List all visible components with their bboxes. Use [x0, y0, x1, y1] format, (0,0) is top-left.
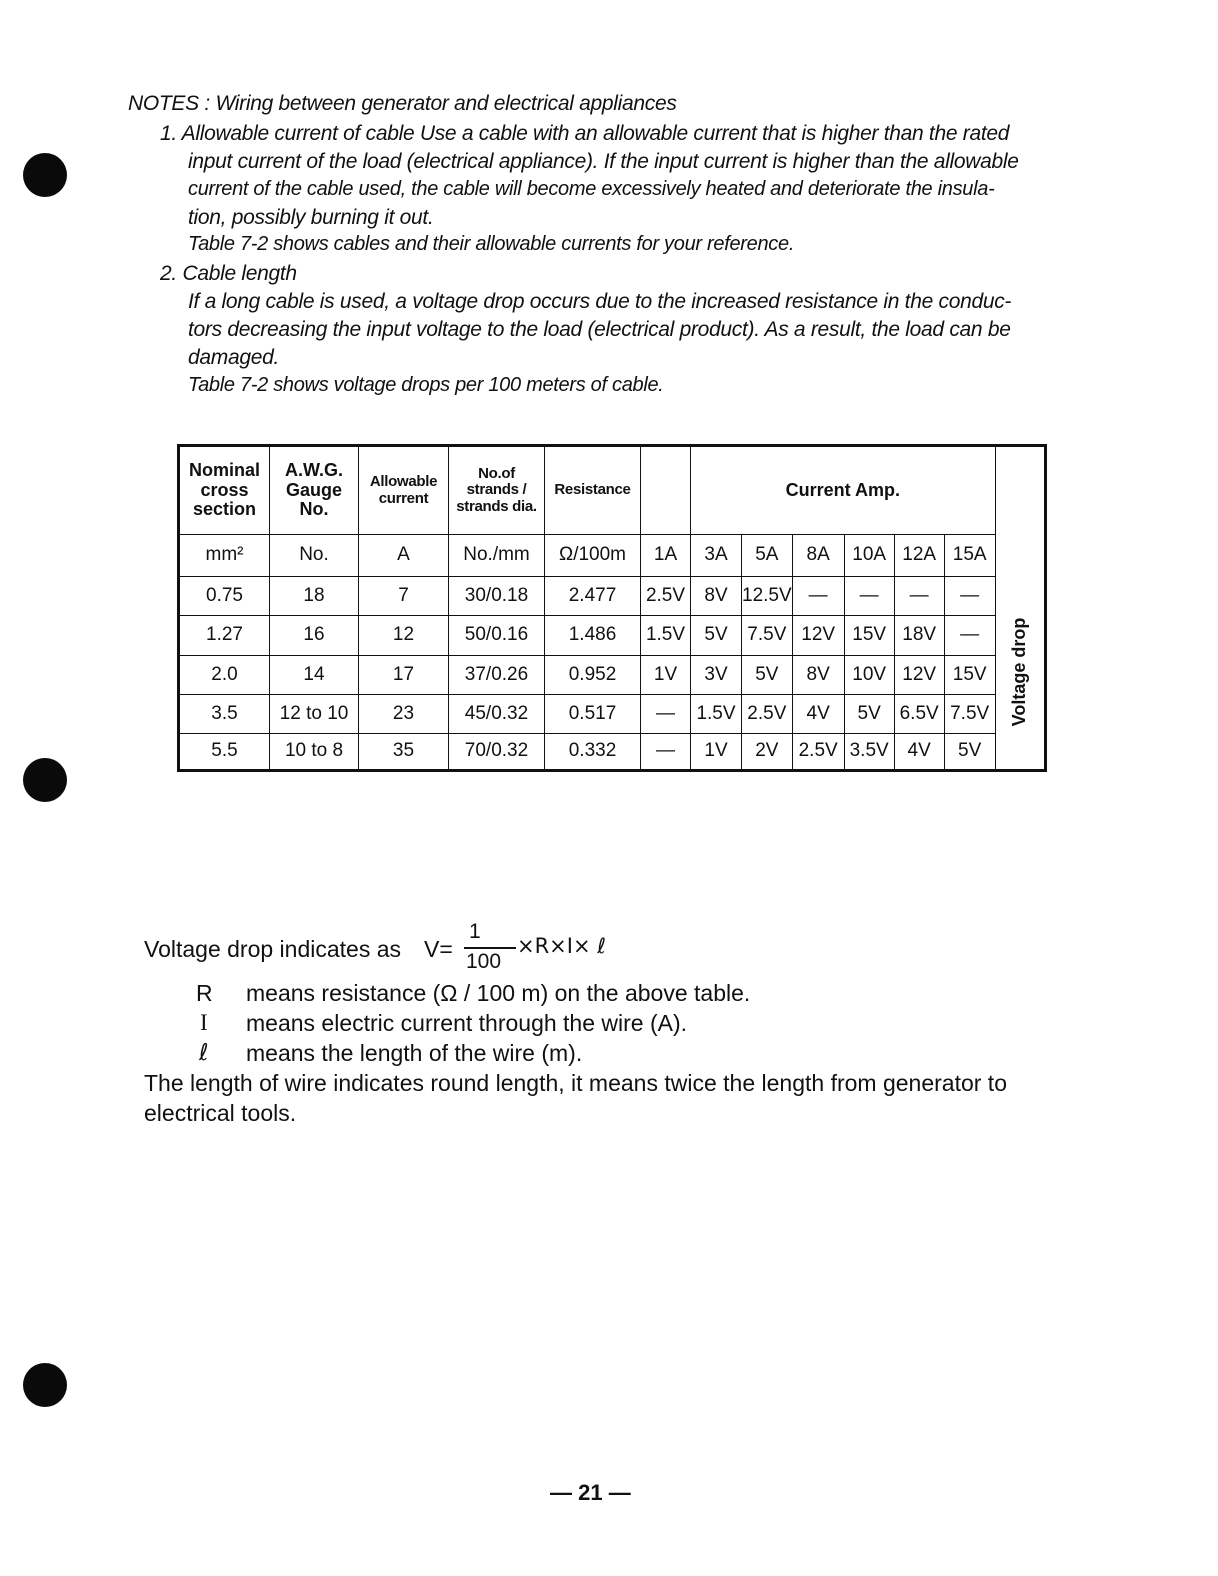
table-cell: 35: [359, 734, 449, 771]
table-cell: 1.5V: [641, 616, 691, 656]
unit-cell: No.: [270, 535, 359, 577]
unit-cell: 8A: [792, 535, 844, 577]
table-cell: 7: [359, 577, 449, 616]
table-cell: 1.5V: [691, 695, 742, 734]
table-cell: 2.5V: [742, 695, 793, 734]
table-cell: 10V: [844, 656, 894, 695]
formula-intro: Voltage drop indicates as: [144, 936, 402, 962]
table-cell: 5V: [844, 695, 894, 734]
table-cell: —: [641, 734, 691, 771]
table-cell: 2.5V: [641, 577, 691, 616]
unit-cell: 10A: [844, 535, 894, 577]
formula-denominator: 100: [466, 950, 502, 973]
table-cell: 7.5V: [742, 616, 793, 656]
header-resistance: Resistance: [545, 446, 641, 535]
table-cell: 0.332: [545, 734, 641, 771]
table-cell: 70/0.32: [449, 734, 545, 771]
unit-cell: No./mm: [449, 535, 545, 577]
def-text-l: means the length of the wire (m).: [246, 1040, 583, 1066]
unit-cell: 3A: [691, 535, 742, 577]
note-2-title: 2. Cable length: [160, 262, 297, 285]
table-cell: 30/0.18: [449, 577, 545, 616]
table-cell: —: [844, 577, 894, 616]
table-cell: 45/0.32: [449, 695, 545, 734]
table-cell: —: [792, 577, 844, 616]
table-cell: 5V: [742, 656, 793, 695]
formula-note: electrical tools.: [144, 1100, 297, 1126]
table-row: [179, 577, 1046, 616]
page-number: — 21 —: [550, 1480, 631, 1505]
table-cell: 12V: [894, 656, 944, 695]
unit-cell: Ω/100m: [545, 535, 641, 577]
formula-numerator: 1: [469, 920, 481, 943]
header-current-amp: Current Amp.: [691, 446, 996, 535]
table-cell: 3.5: [179, 695, 270, 734]
table-cell: 15V: [844, 616, 894, 656]
table-cell: 6.5V: [894, 695, 944, 734]
table-cell: 2V: [742, 734, 793, 771]
table-cell: 14: [270, 656, 359, 695]
formula-v-equals: V=: [424, 936, 453, 962]
unit-cell: 12A: [894, 535, 944, 577]
table-cell: 2.0: [179, 656, 270, 695]
def-text-i: means electric current through the wire (A).: [246, 1010, 688, 1036]
table-cell: 2.477: [545, 577, 641, 616]
table-row: [179, 695, 1046, 734]
table-cell: 0.952: [545, 656, 641, 695]
table-cell: 17: [359, 656, 449, 695]
note-2-text: If a long cable is used, a voltage drop occurs due to the increased resistance in the conduc-: [188, 290, 1012, 313]
table-cell: 23: [359, 695, 449, 734]
table-cell: 12 to 10: [270, 695, 359, 734]
table-cell: 8V: [691, 577, 742, 616]
table-cell: 10 to 8: [270, 734, 359, 771]
unit-cell: 15A: [944, 535, 995, 577]
table-cell: 50/0.16: [449, 616, 545, 656]
table-cell: 4V: [894, 734, 944, 771]
binder-hole: [23, 153, 67, 197]
note-2-table-ref: Table 7-2 shows voltage drops per 100 meters of cable.: [188, 374, 664, 396]
header-nominal: Nominal cross section: [179, 446, 270, 535]
table-cell: —: [944, 577, 995, 616]
header-strands: No.of strands / strands dia.: [449, 446, 545, 535]
voltage-drop-label: Voltage drop: [1008, 617, 1029, 727]
header-allowable: Allowable current: [359, 446, 449, 535]
header-awg: A.W.G. Gauge No.: [270, 446, 359, 535]
table-cell: 0.517: [545, 695, 641, 734]
table-cell: —: [894, 577, 944, 616]
def-text-r: means resistance (Ω / 100 m) on the above table.: [246, 980, 751, 1006]
table-cell: 3V: [691, 656, 742, 695]
table-cell: 2.5V: [792, 734, 844, 771]
unit-cell: A: [359, 535, 449, 577]
table-cell: 16: [270, 616, 359, 656]
table-cell: 18V: [894, 616, 944, 656]
note-1-table-ref: Table 7-2 shows cables and their allowable currents for your reference.: [188, 233, 795, 255]
unit-cell: 5A: [742, 535, 793, 577]
def-symbol-l: ℓ: [199, 1040, 209, 1066]
table-cell: 1.486: [545, 616, 641, 656]
formula-note: The length of wire indicates round length, it means twice the length from generator to: [144, 1070, 1007, 1096]
table-cell: 3.5V: [844, 734, 894, 771]
units-row: [179, 535, 1046, 577]
table-cell: 15V: [944, 656, 995, 695]
note-1-text: input current of the load (electrical appliance). If the input current is higher than the allowable: [188, 150, 1019, 173]
table-cell: 1V: [691, 734, 742, 771]
table-row: [179, 734, 1046, 771]
table-cell: 12V: [792, 616, 844, 656]
header-blank: [641, 446, 691, 535]
unit-cell: 1A: [641, 535, 691, 577]
note-2-text: tors decreasing the input voltage to the load (electrical product). As a result, the load can be: [188, 318, 1011, 341]
table-cell: 12: [359, 616, 449, 656]
cable-table: [177, 444, 1047, 772]
table-cell: 8V: [792, 656, 844, 695]
table-row: [179, 656, 1046, 695]
binder-hole: [23, 1363, 67, 1407]
def-symbol-r: R: [196, 980, 213, 1006]
formula-rest: ×R×I× ℓ: [517, 934, 606, 958]
binder-hole: [23, 758, 67, 802]
header-voltage-drop: [995, 446, 1045, 771]
def-symbol-i: I: [200, 1010, 208, 1035]
table-cell: 1.27: [179, 616, 270, 656]
note-2-text: damaged.: [188, 346, 280, 369]
table-cell: 5V: [944, 734, 995, 771]
table-cell: 1V: [641, 656, 691, 695]
note-1-text: tion, possibly burning it out.: [188, 206, 434, 229]
unit-cell: mm²: [179, 535, 270, 577]
table-cell: 7.5V: [944, 695, 995, 734]
table-cell: 4V: [792, 695, 844, 734]
notes-heading: NOTES : Wiring between generator and electrical appliances: [128, 92, 677, 115]
table-cell: 5V: [691, 616, 742, 656]
table-cell: 5.5: [179, 734, 270, 771]
table-cell: 12.5V: [742, 577, 793, 616]
note-1-title: 1. Allowable current of cable Use a cable with an allowable current that is higher than the rated: [160, 122, 1010, 145]
table-cell: —: [944, 616, 995, 656]
fraction-bar: [464, 947, 516, 949]
table-cell: —: [641, 695, 691, 734]
table-cell: 18: [270, 577, 359, 616]
table-cell: 0.75: [179, 577, 270, 616]
table-row: [179, 616, 1046, 656]
table-cell: 37/0.26: [449, 656, 545, 695]
note-1-text: current of the cable used, the cable will become excessively heated and deteriorate the insula-: [188, 178, 995, 200]
